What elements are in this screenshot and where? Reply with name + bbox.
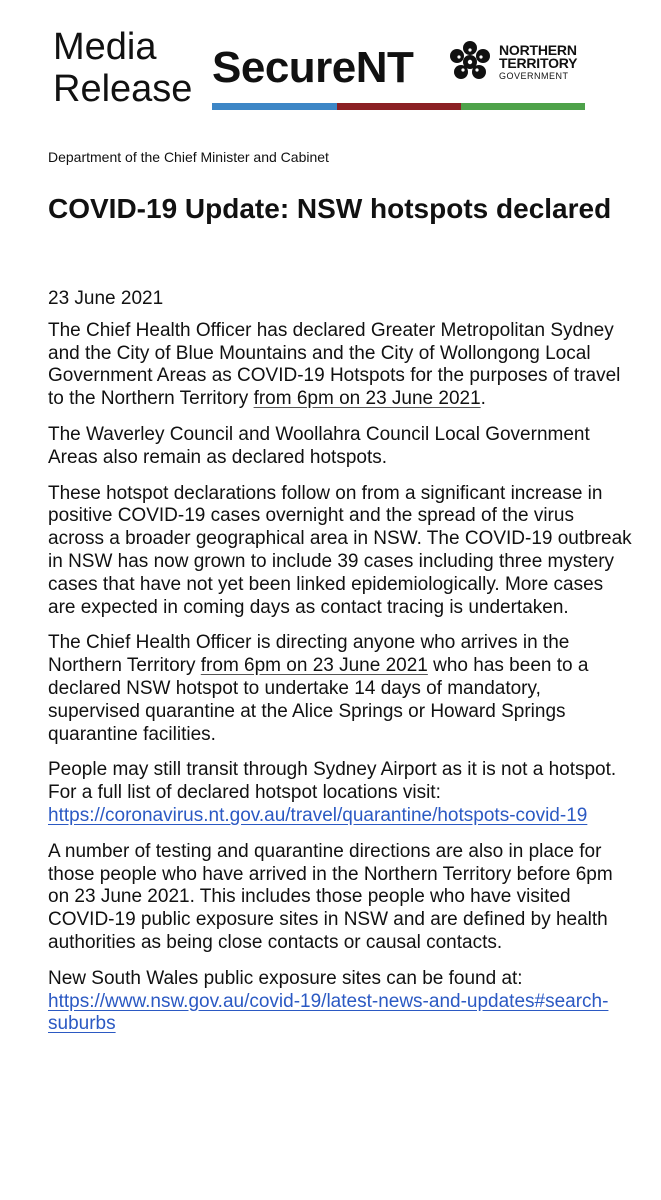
paragraph-2: The Waverley Council and Woollahra Council Local Government Areas also remain as declared hotspots. xyxy=(48,423,590,468)
paragraph-4-text: The Chief Health Officer is directing anyone who arrives in the Northern Territory xyxy=(48,632,570,677)
brand-bar-green xyxy=(461,103,585,110)
paragraph-1 xyxy=(48,320,633,411)
brand-bar-red xyxy=(337,103,461,110)
paragraph-4-underlined-date: from 6pm on 23 June 2021 xyxy=(200,655,428,677)
paragraph-7-text: New South Wales public exposure sites can be found at: xyxy=(48,967,523,989)
paragraph-1-underlined-date: from 6pm on 23 June 2021 xyxy=(253,388,481,410)
release-date: 23 June 2021 xyxy=(48,288,164,309)
paragraph-4-end: who has been to a declared NSW hotspot to undertake 14 days of mandatory, supervised quarantine at the Alice Springs or Howard Springs quarantine facilities. xyxy=(48,655,589,745)
paragraph-6: A number of testing and quarantine directions are also in place for those people who have arrived in the Northern Territory before 6pm on 23 June 2021. This includes those people who have visited COVID-19 public exposure sites in NSW and are defined by health authorities as being close contacts or causal contacts. xyxy=(48,840,613,953)
nt-wordmark-line2: TERRITORY xyxy=(499,55,578,71)
paragraph-5-text: People may still transit through Sydney Airport as it is not a hotspot. For a full list of declared hotspot locations visit: xyxy=(48,759,617,804)
paragraph-1-end: . xyxy=(480,388,486,410)
paragraph-4 xyxy=(48,632,633,746)
nt-government-wordmark xyxy=(499,44,577,83)
release-body xyxy=(48,288,633,1049)
paragraph-3: These hotspot declarations follow on from a significant increase in positive COVID-19 cases overnight and the spread of the virus across a broader geographical area in NSW. The COVID-19 outbreak in NSW has now grown to include 39 cases including three mystery cases that have not yet been linked epidemiologically. More cases are expected in coming days as contact tracing is undertaken. xyxy=(48,482,632,618)
securent-logo: SecureNT xyxy=(212,43,414,92)
hotspots-link[interactable]: https://coronavirus.nt.gov.au/travel/quarantine/hotspots-covid-19 xyxy=(48,804,588,826)
paragraph-7 xyxy=(48,968,633,1036)
media-release-line2: Release xyxy=(53,68,193,110)
paragraph-1-text: The Chief Health Officer has declared Greater Metropolitan Sydney and the City of Blue Mountains and the City of Wollongong Local Government Areas as COVID-19 Hotspots for the purposes of travel to the Northern Territory xyxy=(48,319,621,410)
nt-wordmark-line1: NORTHERN xyxy=(499,42,577,58)
media-release-line1: Media xyxy=(53,26,157,68)
department-name: Department of the Chief Minister and Cabinet xyxy=(48,149,329,165)
nt-government-emblem-icon xyxy=(448,40,492,84)
media-release-label xyxy=(53,26,192,110)
brand-bar-blue xyxy=(212,103,337,110)
page-title: COVID-19 Update: NSW hotspots declared xyxy=(48,193,612,224)
nsw-exposure-sites-link[interactable]: https://www.nsw.gov.au/covid-19/latest-news-and-updates#search-suburbs xyxy=(48,990,609,1035)
paragraph-5 xyxy=(48,759,633,827)
nt-wordmark-line3: GOVERNMENT xyxy=(499,71,569,81)
